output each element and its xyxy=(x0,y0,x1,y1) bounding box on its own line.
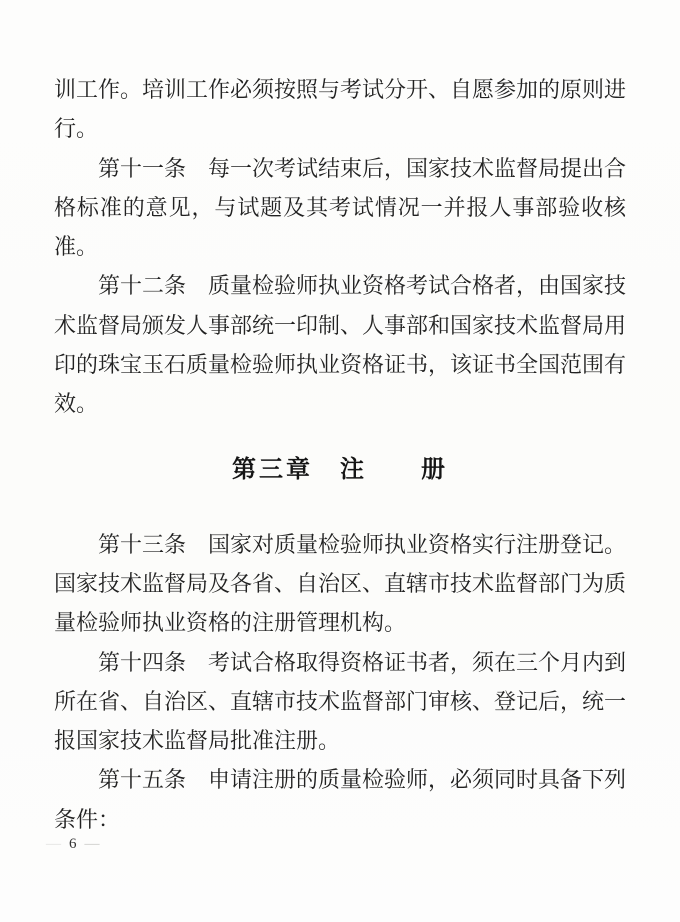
document-body xyxy=(54,70,626,839)
article-12-paragraph: 第十二条 质量检验师执业资格考试合格者，由国家技术监督局颁发人事部统一印制、人事部和国家技术监督局用印的珠宝玉石质量检验师执业资格证书，该证书全国范围有效。 xyxy=(54,273,627,417)
chapter-3-heading: 第三章 注 册 xyxy=(232,455,448,483)
article-15-paragraph: 第十五条 申请注册的质量检验师，必须同时具备下列条件： xyxy=(54,767,627,832)
article-11-paragraph: 第十一条 每一次考试结束后，国家技术监督局提出合格标准的意见，与试题及其考试情况一并报人事部验收核准。 xyxy=(54,155,627,260)
page-number-value: 6 xyxy=(69,836,77,852)
page-number-dash-left: — xyxy=(46,836,61,852)
article-14-paragraph: 第十四条 考试合格取得资格证书者，须在三个月内到所在省、自治区、直辖市技术监督部门审核、登记后，统一报国家技术监督局批准注册。 xyxy=(54,649,627,754)
page-number xyxy=(46,836,100,853)
paragraph-continuation: 训工作。培训工作必须按照与考试分开、自愿参加的原则进行。 xyxy=(54,77,627,142)
article-13-paragraph: 第十三条 国家对质量检验师执业资格实行注册登记。国家技术监督局及各省、自治区、直辖市技术监督部门为质量检验师执业资格的注册管理机构。 xyxy=(54,531,627,636)
page-number-dash-right: — xyxy=(84,836,100,852)
